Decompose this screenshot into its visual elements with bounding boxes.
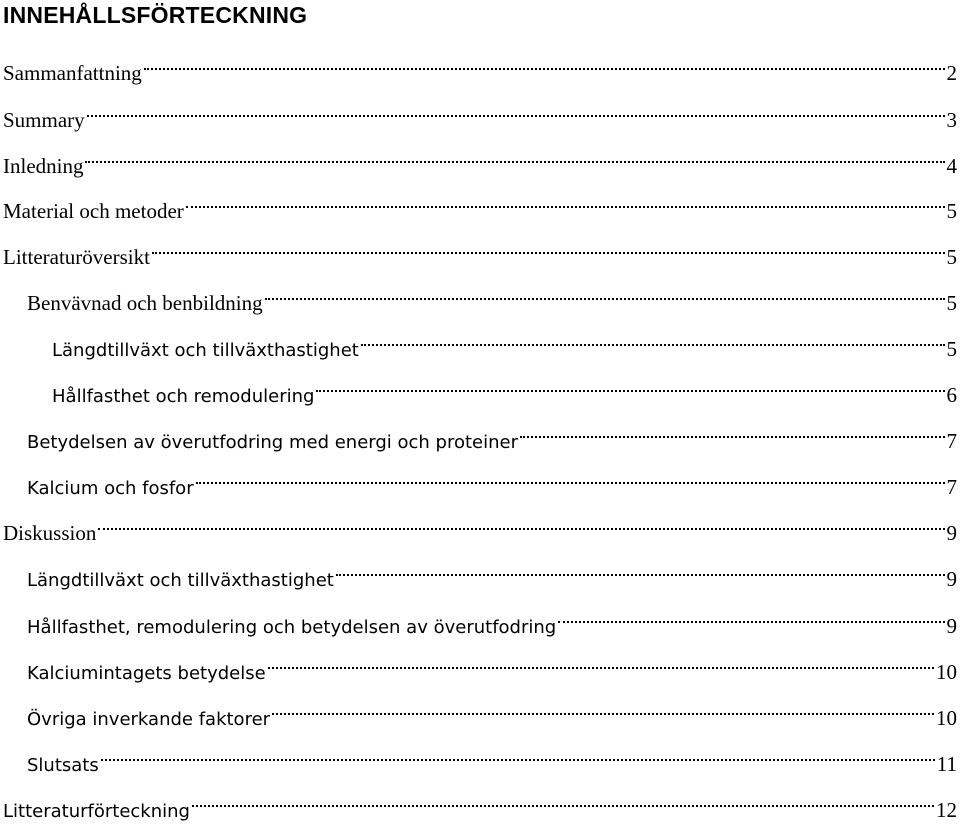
toc-entry-page: 4 (946, 154, 957, 178)
dot-leader (361, 320, 945, 356)
dot-leader (152, 228, 945, 264)
dot-leader (265, 274, 945, 310)
dot-leader (186, 182, 945, 218)
toc-entry-label: Kalciumintagets betydelse (27, 663, 266, 684)
toc-entry-page: 7 (946, 429, 957, 453)
toc-entry-page: 6 (946, 383, 957, 407)
toc-entry-label: Längdtillväxt och tillväxthastighet (52, 340, 359, 361)
toc-entry[interactable] (27, 643, 957, 684)
dot-leader (98, 504, 944, 540)
dot-leader (101, 735, 935, 771)
toc-entry-label: Summary (3, 108, 85, 132)
toc-entry-page: 5 (946, 199, 957, 223)
toc-entry-label: Kalcium och fosfor (27, 478, 194, 499)
toc-entry-label: Benvävnad och benbildning (27, 291, 263, 315)
toc-entry-label: Längdtillväxt och tillväxthastighet (27, 570, 334, 591)
dot-leader (144, 44, 945, 80)
toc-entry[interactable] (3, 44, 957, 85)
toc-entry[interactable] (27, 412, 957, 453)
toc-entry-label: Hållfasthet, remodulering och betydelsen av överutfodring (27, 617, 557, 638)
toc-entry-label: Slutsats (27, 755, 99, 776)
dot-leader (520, 412, 944, 448)
toc-entry-page: 9 (946, 567, 957, 591)
toc-entry-label: Betydelsen av överutfodring med energi och proteiner (27, 432, 519, 453)
toc-entry[interactable] (27, 689, 957, 730)
toc-entry-page: 3 (946, 108, 957, 132)
toc-entry-page: 7 (946, 475, 957, 499)
toc-entry[interactable] (27, 274, 957, 315)
toc-entry[interactable] (52, 320, 957, 361)
toc-entry-page: 10 (936, 660, 957, 684)
dot-leader (316, 366, 944, 402)
toc-entry[interactable] (3, 182, 957, 223)
toc-entry[interactable] (3, 504, 957, 545)
toc-entry[interactable] (27, 597, 957, 638)
dot-leader (268, 643, 934, 679)
toc-entry-label: Inledning (3, 154, 84, 178)
toc-entry[interactable] (27, 550, 957, 591)
toc-entry-page: 5 (946, 291, 957, 315)
dot-leader (192, 781, 934, 817)
toc-entry-label: Övriga inverkande faktorer (27, 709, 271, 730)
toc-entry[interactable] (3, 228, 957, 269)
toc-entry-page: 2 (946, 61, 957, 85)
toc-entry[interactable] (3, 137, 957, 178)
dot-leader (336, 550, 945, 586)
toc-entry-label: Litteraturförteckning (3, 801, 190, 822)
toc-entry[interactable] (52, 366, 957, 407)
toc-entry-label: Sammanfattning (3, 61, 142, 85)
toc-entry-page: 5 (946, 337, 957, 361)
dot-leader (272, 689, 934, 725)
toc-entry[interactable] (27, 735, 957, 776)
toc-entry[interactable] (3, 781, 957, 822)
toc-entry-label: Material och metoder (3, 199, 184, 223)
toc-entry-label: Hållfasthet och remodulering (52, 386, 315, 407)
toc-heading: INNEHÅLLSFÖRTECKNING (3, 2, 308, 28)
toc-entry-page: 11 (936, 752, 957, 776)
dot-leader (85, 137, 944, 173)
dot-leader (87, 91, 945, 127)
dot-leader (196, 458, 945, 494)
toc-entry-label: Diskussion (3, 521, 97, 545)
toc-entry-page: 12 (936, 798, 957, 822)
toc-entry[interactable] (3, 91, 957, 132)
toc-entry[interactable] (27, 458, 957, 499)
toc-entry-page: 9 (946, 521, 957, 545)
toc-entry-page: 5 (946, 245, 957, 269)
toc-entry-page: 9 (946, 614, 957, 638)
toc-entry-page: 10 (936, 706, 957, 730)
dot-leader (558, 597, 944, 633)
toc-entry-label: Litteraturöversikt (3, 245, 150, 269)
